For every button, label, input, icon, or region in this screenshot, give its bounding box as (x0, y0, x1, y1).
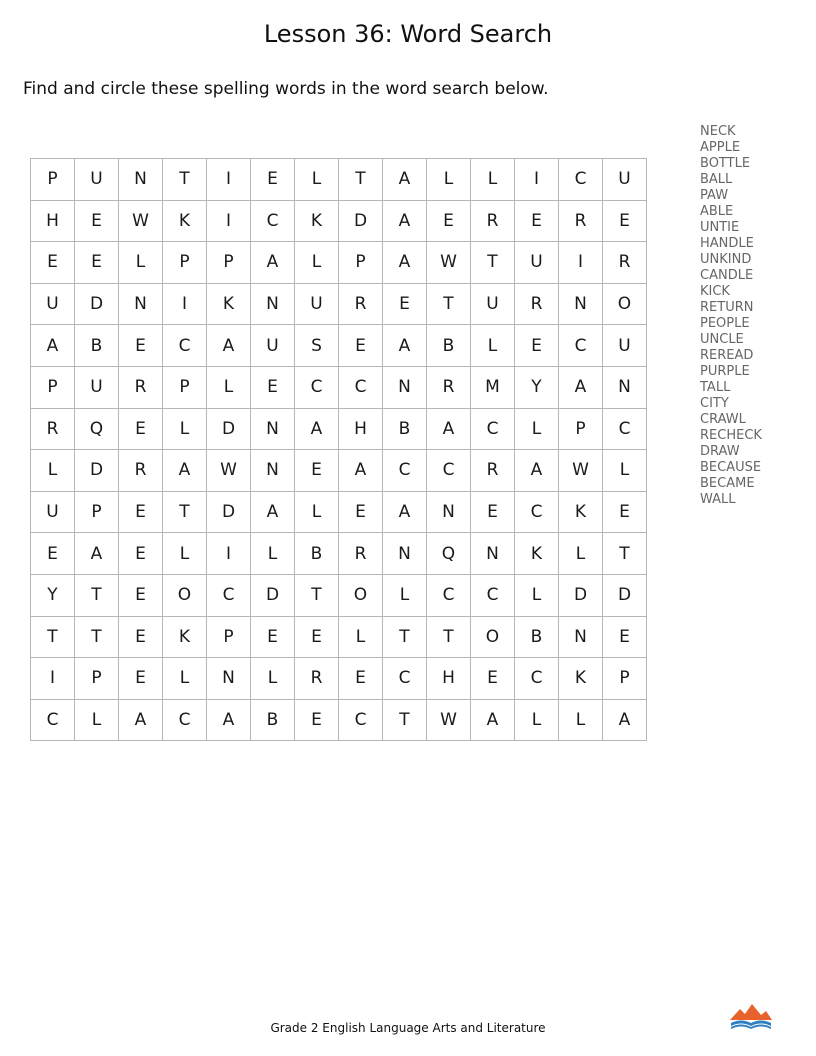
word-list-item: UNCLE (700, 332, 744, 347)
grid-cell[interactable]: P (207, 242, 251, 284)
grid-cell[interactable]: C (163, 325, 207, 367)
word-list-item: DRAW (700, 444, 740, 459)
grid-cell[interactable]: E (339, 491, 383, 533)
grid-cell[interactable]: O (163, 574, 207, 616)
grid-cell[interactable]: E (603, 491, 647, 533)
grid-cell[interactable]: C (295, 366, 339, 408)
grid-cell[interactable]: E (75, 242, 119, 284)
grid-cell[interactable]: A (383, 491, 427, 533)
word-list-item: REREAD (700, 348, 754, 363)
grid-cell[interactable]: D (603, 574, 647, 616)
grid-cell[interactable]: W (427, 699, 471, 741)
grid-cell[interactable]: L (163, 658, 207, 700)
grid-row (31, 408, 647, 450)
grid-cell[interactable]: N (603, 366, 647, 408)
grid-cell[interactable]: L (207, 366, 251, 408)
grid-cell[interactable]: L (383, 574, 427, 616)
grid-row (31, 242, 647, 284)
word-list-item: CRAWL (700, 412, 746, 427)
grid-cell[interactable]: L (31, 450, 75, 492)
grid-cell[interactable]: I (163, 283, 207, 325)
grid-cell[interactable]: U (75, 159, 119, 201)
grid-cell[interactable]: I (31, 658, 75, 700)
grid-cell[interactable]: R (339, 283, 383, 325)
grid-cell[interactable]: W (119, 200, 163, 242)
grid-cell[interactable]: C (383, 450, 427, 492)
grid-cell[interactable]: L (515, 699, 559, 741)
grid-cell[interactable]: L (515, 574, 559, 616)
grid-cell[interactable]: R (471, 450, 515, 492)
grid-cell[interactable]: I (559, 242, 603, 284)
grid-cell[interactable]: D (75, 283, 119, 325)
grid-cell[interactable]: Q (75, 408, 119, 450)
grid-cell[interactable]: H (427, 658, 471, 700)
grid-cell[interactable]: I (207, 533, 251, 575)
grid-cell[interactable]: I (515, 159, 559, 201)
grid-cell[interactable]: C (515, 658, 559, 700)
grid-cell[interactable]: E (119, 574, 163, 616)
grid-cell[interactable]: R (295, 658, 339, 700)
grid-cell[interactable]: K (163, 616, 207, 658)
grid-cell[interactable]: N (559, 283, 603, 325)
grid-cell[interactable]: A (207, 325, 251, 367)
word-list-item: BALL (700, 172, 733, 187)
grid-cell[interactable]: E (119, 491, 163, 533)
grid-cell[interactable]: U (251, 325, 295, 367)
grid-cell[interactable]: P (603, 658, 647, 700)
grid-cell[interactable]: W (207, 450, 251, 492)
grid-cell[interactable]: R (339, 533, 383, 575)
grid-cell[interactable]: T (163, 159, 207, 201)
word-list-item: PAW (700, 188, 729, 203)
grid-cell[interactable]: B (251, 699, 295, 741)
grid-cell[interactable]: L (339, 616, 383, 658)
grid-cell[interactable]: P (207, 616, 251, 658)
grid-cell[interactable]: E (383, 283, 427, 325)
word-list-item: ABLE (700, 204, 734, 219)
grid-cell[interactable]: L (75, 699, 119, 741)
grid-cell[interactable]: P (163, 242, 207, 284)
grid-cell[interactable]: P (559, 408, 603, 450)
grid-cell[interactable]: R (559, 200, 603, 242)
grid-cell[interactable]: O (471, 616, 515, 658)
grid-cell[interactable]: N (119, 159, 163, 201)
grid-cell[interactable]: U (31, 491, 75, 533)
grid-cell[interactable]: T (383, 699, 427, 741)
word-list-item: BECAUSE (700, 460, 762, 475)
page-title: Lesson 36: Word Search (263, 20, 553, 48)
grid-cell[interactable]: C (339, 366, 383, 408)
grid-cell[interactable]: B (515, 616, 559, 658)
grid-cell[interactable]: P (339, 242, 383, 284)
grid-cell[interactable]: K (559, 658, 603, 700)
grid-cell[interactable]: H (31, 200, 75, 242)
grid-cell[interactable]: E (251, 366, 295, 408)
grid-cell[interactable]: T (383, 616, 427, 658)
grid-cell[interactable]: A (207, 699, 251, 741)
grid-cell[interactable]: E (515, 325, 559, 367)
grid-row (31, 450, 647, 492)
word-list-item: RECHECK (700, 428, 762, 443)
grid-cell[interactable]: D (339, 200, 383, 242)
grid-cell[interactable]: K (295, 200, 339, 242)
grid-cell[interactable]: U (295, 283, 339, 325)
grid-cell[interactable]: T (295, 574, 339, 616)
grid-cell[interactable]: R (471, 200, 515, 242)
grid-cell[interactable]: E (339, 658, 383, 700)
grid-cell[interactable]: A (119, 699, 163, 741)
word-list-item: CITY (700, 396, 729, 411)
grid-cell[interactable]: O (603, 283, 647, 325)
grid-cell[interactable]: E (295, 450, 339, 492)
grid-cell[interactable]: L (471, 159, 515, 201)
grid-cell[interactable]: I (207, 200, 251, 242)
word-list-item: PEOPLE (700, 316, 750, 331)
grid-cell[interactable]: B (427, 325, 471, 367)
grid-cell[interactable]: E (471, 491, 515, 533)
grid-cell[interactable]: Y (31, 574, 75, 616)
grid-cell[interactable]: M (471, 366, 515, 408)
grid-cell[interactable]: U (603, 159, 647, 201)
grid-cell[interactable]: P (75, 658, 119, 700)
grid-cell[interactable]: A (471, 699, 515, 741)
grid-cell[interactable]: H (339, 408, 383, 450)
grid-cell[interactable]: S (295, 325, 339, 367)
word-list-item: TALL (700, 380, 731, 395)
grid-cell[interactable]: A (251, 242, 295, 284)
grid-cell[interactable]: L (163, 408, 207, 450)
grid-cell[interactable]: L (251, 658, 295, 700)
grid-cell[interactable]: A (163, 450, 207, 492)
word-list-item: CANDLE (700, 268, 754, 283)
grid-cell[interactable]: C (163, 699, 207, 741)
word-list-item: BECAME (700, 476, 755, 491)
grid-cell[interactable]: L (295, 159, 339, 201)
grid-cell[interactable]: L (515, 408, 559, 450)
grid-cell[interactable]: A (31, 325, 75, 367)
grid-cell[interactable]: E (515, 200, 559, 242)
grid-cell[interactable]: A (383, 200, 427, 242)
grid-cell[interactable]: C (603, 408, 647, 450)
grid-cell[interactable]: U (31, 283, 75, 325)
grid-cell[interactable]: N (251, 283, 295, 325)
grid-cell[interactable]: E (295, 699, 339, 741)
grid-body (31, 159, 647, 741)
grid-cell[interactable]: C (427, 574, 471, 616)
grid-cell[interactable]: L (295, 491, 339, 533)
grid-cell[interactable]: E (119, 408, 163, 450)
grid-cell[interactable]: C (251, 200, 295, 242)
grid-cell[interactable]: L (251, 533, 295, 575)
grid-cell[interactable]: T (603, 533, 647, 575)
grid-cell[interactable]: C (515, 491, 559, 533)
grid-cell[interactable]: U (603, 325, 647, 367)
grid-cell[interactable]: B (295, 533, 339, 575)
grid-cell[interactable]: E (471, 658, 515, 700)
logo-mountains-shape (730, 1004, 772, 1020)
grid-cell[interactable]: K (559, 491, 603, 533)
grid-row (31, 533, 647, 575)
grid-cell[interactable]: B (75, 325, 119, 367)
grid-cell[interactable]: D (75, 450, 119, 492)
grid-cell[interactable]: E (427, 200, 471, 242)
grid-cell[interactable]: A (295, 408, 339, 450)
grid-cell[interactable]: W (427, 242, 471, 284)
word-list-item: RETURN (700, 300, 754, 315)
word-list-item: HANDLE (700, 236, 754, 251)
grid-cell[interactable]: I (207, 159, 251, 201)
grid-cell[interactable]: A (75, 533, 119, 575)
publisher-logo-icon (728, 1000, 774, 1032)
grid-row (31, 200, 647, 242)
grid-cell[interactable]: N (383, 366, 427, 408)
grid-cell[interactable]: L (559, 533, 603, 575)
instructions-text: Find and circle these spelling words in the word search below. (23, 79, 549, 99)
word-list-item: KICK (700, 284, 730, 299)
grid-cell[interactable]: R (119, 366, 163, 408)
grid-cell[interactable]: Q (427, 533, 471, 575)
grid-cell[interactable]: E (119, 325, 163, 367)
word-list-item: APPLE (700, 140, 741, 155)
grid-cell[interactable]: U (471, 283, 515, 325)
grid-cell[interactable]: A (383, 159, 427, 201)
grid-row (31, 699, 647, 741)
grid-cell[interactable]: C (559, 325, 603, 367)
grid-row (31, 325, 647, 367)
grid-cell[interactable]: N (251, 408, 295, 450)
grid-cell[interactable]: C (31, 699, 75, 741)
grid-cell[interactable]: D (207, 491, 251, 533)
grid-cell[interactable]: C (383, 658, 427, 700)
grid-cell[interactable]: E (603, 200, 647, 242)
grid-cell[interactable]: Y (515, 366, 559, 408)
grid-cell[interactable]: K (515, 533, 559, 575)
grid-cell[interactable]: L (295, 242, 339, 284)
grid-cell[interactable]: E (31, 242, 75, 284)
grid-row (31, 616, 647, 658)
grid-cell[interactable]: R (515, 283, 559, 325)
word-list-item: BOTTLE (700, 156, 751, 171)
grid-cell[interactable]: T (75, 616, 119, 658)
grid-cell[interactable]: L (603, 450, 647, 492)
grid-row (31, 283, 647, 325)
grid-cell[interactable]: A (559, 366, 603, 408)
grid-cell[interactable]: P (75, 491, 119, 533)
grid-cell[interactable]: E (251, 616, 295, 658)
grid-cell[interactable]: N (559, 616, 603, 658)
grid-cell[interactable]: L (427, 159, 471, 201)
grid-cell[interactable]: P (163, 366, 207, 408)
word-list-item: PURPLE (700, 364, 750, 379)
grid-cell[interactable]: C (339, 699, 383, 741)
grid-cell[interactable]: A (339, 450, 383, 492)
grid-cell[interactable]: C (427, 450, 471, 492)
word-list-item: NECK (700, 124, 736, 139)
grid-cell[interactable]: R (427, 366, 471, 408)
grid-row (31, 658, 647, 700)
grid-cell[interactable]: C (559, 159, 603, 201)
grid-cell[interactable]: C (207, 574, 251, 616)
grid-cell[interactable]: T (75, 574, 119, 616)
grid-cell[interactable]: A (427, 408, 471, 450)
grid-row (31, 491, 647, 533)
word-list-item: UNTIE (700, 220, 740, 235)
footer-text: Grade 2 English Language Arts and Literature (270, 1021, 546, 1035)
grid-cell[interactable]: C (471, 574, 515, 616)
grid-cell[interactable]: N (207, 658, 251, 700)
grid-cell[interactable]: T (163, 491, 207, 533)
grid-cell[interactable]: R (31, 408, 75, 450)
grid-cell[interactable]: N (119, 283, 163, 325)
grid-cell[interactable]: A (383, 242, 427, 284)
grid-cell[interactable]: K (207, 283, 251, 325)
grid-cell[interactable]: A (251, 491, 295, 533)
grid-row (31, 574, 647, 616)
grid-cell[interactable]: E (339, 325, 383, 367)
grid-cell[interactable]: R (603, 242, 647, 284)
grid-cell[interactable]: U (75, 366, 119, 408)
grid-cell[interactable]: L (559, 699, 603, 741)
grid-cell[interactable]: D (207, 408, 251, 450)
grid-cell[interactable]: E (31, 533, 75, 575)
grid-cell[interactable]: N (471, 533, 515, 575)
grid-cell[interactable]: L (471, 325, 515, 367)
grid-cell[interactable]: W (559, 450, 603, 492)
grid-row (31, 366, 647, 408)
grid-cell[interactable]: T (31, 616, 75, 658)
grid-cell[interactable]: N (251, 450, 295, 492)
grid-cell[interactable]: T (427, 283, 471, 325)
grid-cell[interactable]: B (383, 408, 427, 450)
grid-cell[interactable]: T (339, 159, 383, 201)
grid-cell[interactable]: R (119, 450, 163, 492)
grid-cell[interactable]: D (251, 574, 295, 616)
grid-cell[interactable]: N (383, 533, 427, 575)
grid-cell[interactable]: E (119, 533, 163, 575)
grid-cell[interactable]: A (515, 450, 559, 492)
grid-cell[interactable]: O (339, 574, 383, 616)
grid-cell[interactable]: P (31, 366, 75, 408)
grid-cell[interactable]: C (471, 408, 515, 450)
grid-cell[interactable]: N (427, 491, 471, 533)
grid-cell[interactable]: L (119, 242, 163, 284)
grid-cell[interactable]: P (31, 159, 75, 201)
grid-cell[interactable]: T (427, 616, 471, 658)
grid-cell[interactable]: E (119, 616, 163, 658)
grid-row (31, 159, 647, 201)
word-list-item: WALL (700, 492, 736, 507)
spelling-word-list (700, 124, 762, 508)
grid-cell[interactable]: E (295, 616, 339, 658)
word-search-grid (30, 158, 647, 741)
grid-cell[interactable]: D (559, 574, 603, 616)
grid-cell[interactable]: U (515, 242, 559, 284)
word-list-item: UNKIND (700, 252, 752, 267)
grid-cell[interactable]: A (383, 325, 427, 367)
grid-cell[interactable]: A (603, 699, 647, 741)
grid-cell[interactable]: L (163, 533, 207, 575)
grid-cell[interactable]: K (163, 200, 207, 242)
grid-cell[interactable]: E (75, 200, 119, 242)
grid-cell[interactable]: E (251, 159, 295, 201)
grid-cell[interactable]: T (471, 242, 515, 284)
grid-cell[interactable]: E (119, 658, 163, 700)
grid-cell[interactable]: E (603, 616, 647, 658)
